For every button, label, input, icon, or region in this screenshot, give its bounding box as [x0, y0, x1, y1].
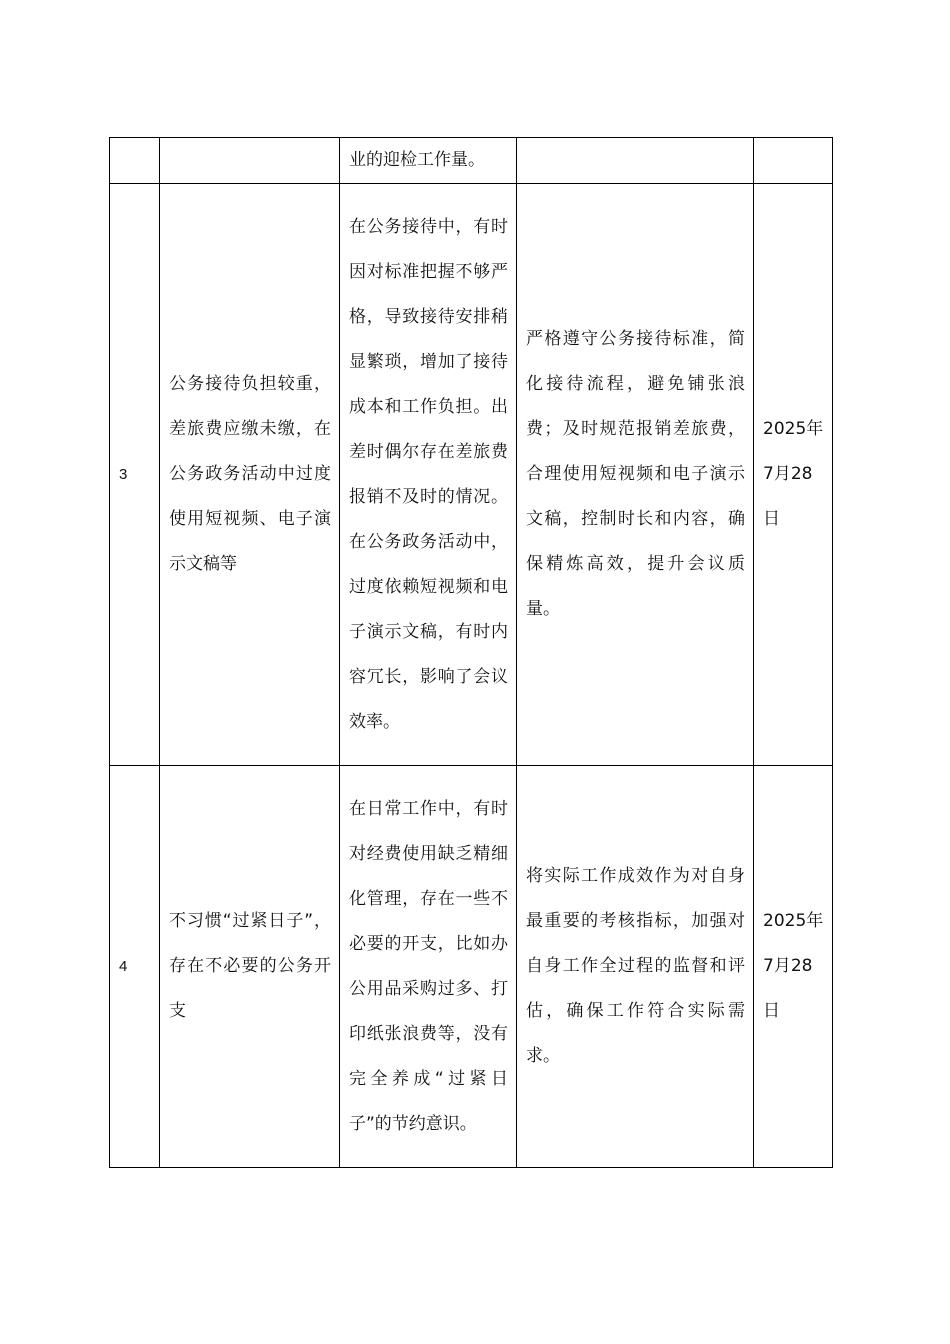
- problem-cell: 不习惯“过紧日子”，存在不必要的公务开支: [160, 766, 340, 1168]
- detail-cell: 在公务接待中，有时因对标准把握不够严格，导致接待安排稍显繁琐，增加了接待成本和工作负担。出差时偶尔存在差旅费报销不及时的情况。在公务政务活动中，过度依赖短视频和电子演示文稿，有时内容冗长，影响了会议效率。: [340, 184, 517, 766]
- rectification-table: [109, 137, 833, 1168]
- deadline-cell: 2025年7月28日: [754, 766, 833, 1168]
- row-index: 3: [110, 184, 160, 766]
- detail-cell: 在日常工作中，有时对经费使用缺乏精细化管理，存在一些不必要的开支，比如办公用品采购过多、打印纸张浪费等，没有完全养成“过紧日子”的节约意识。: [340, 766, 517, 1168]
- measure-cell: 将实际工作成效作为对自身最重要的考核指标，加强对自身工作全过程的监督和评估，确保工作符合实际需求。: [517, 766, 754, 1168]
- problem-cell: 公务接待负担较重，差旅费应缴未缴，在公务政务活动中过度使用短视频、电子演示文稿等: [160, 184, 340, 766]
- table-row: [110, 184, 833, 766]
- deadline-cell: [754, 138, 833, 184]
- deadline-cell: 2025年7月28日: [754, 184, 833, 766]
- problem-cell: [160, 138, 340, 184]
- table-row: [110, 766, 833, 1168]
- detail-cell: 业的迎检工作量。: [340, 138, 517, 184]
- row-index: [110, 138, 160, 184]
- measure-cell: 严格遵守公务接待标准，简化接待流程，避免铺张浪费；及时规范报销差旅费，合理使用短视频和电子演示文稿，控制时长和内容，确保精炼高效，提升会议质量。: [517, 184, 754, 766]
- row-index: 4: [110, 766, 160, 1168]
- table-row: [110, 138, 833, 184]
- measure-cell: [517, 138, 754, 184]
